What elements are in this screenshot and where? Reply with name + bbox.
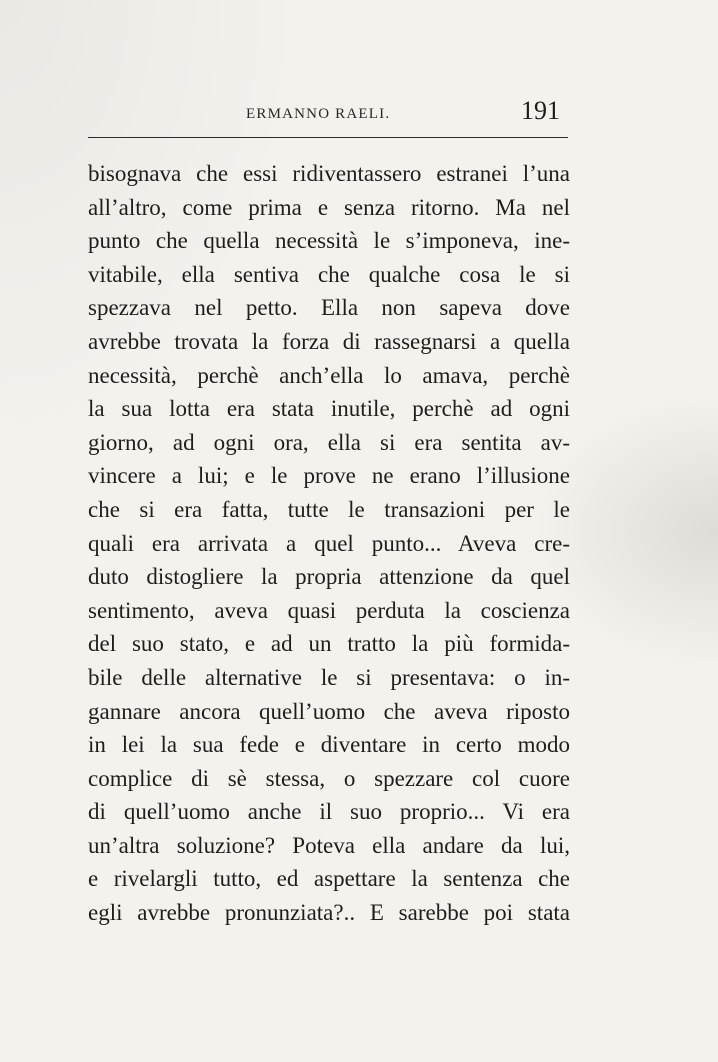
body-text: [88, 157, 570, 930]
text-line: bisognava che essi ridiventassero estranei l’una: [88, 161, 570, 186]
text-line: punto che quella necessità le s’imponeva, ine-: [88, 228, 570, 254]
text-line: avrebbe trovata la forza di rassegnarsi a quella: [88, 328, 570, 354]
text-line: necessità, perchè anch’ella lo amava, perchè: [88, 362, 570, 388]
page-number: 191: [521, 96, 560, 125]
text-line: in lei la sua fede e diventare in certo modo: [88, 732, 570, 758]
text-line: sentimento, aveva quasi perduta la coscienza: [88, 597, 570, 623]
text-line: gannare ancora quell’uomo che aveva riposto: [88, 698, 570, 724]
header-rule: [88, 137, 568, 138]
text-line: del suo stato, e ad un tratto la più formida-: [88, 631, 570, 657]
text-line: giorno, ad ogni ora, ella si era sentita av-: [88, 429, 570, 455]
text-line: un’altra soluzione? Poteva ella andare da lui,: [88, 832, 570, 858]
running-head: [88, 96, 570, 130]
text-line: complice di sè stessa, o spezzare col cuore: [88, 765, 570, 791]
text-line: egli avrebbe pronunziata?.. E sarebbe poi stata: [88, 900, 570, 926]
text-line: bile delle alternative le si presentava: o in-: [88, 664, 570, 690]
running-title: ERMANNO RAELI.: [246, 106, 391, 122]
text-line: all’altro, come prima e senza ritorno. Ma nel: [88, 194, 570, 220]
text-line: quali era arrivata a quel punto... Aveva cre-: [88, 530, 570, 556]
text-line: e rivelargli tutto, ed aspettare la sentenza che: [88, 866, 570, 892]
text-line: vitabile, ella sentiva che qualche cosa le si: [88, 261, 570, 287]
text-line: di quell’uomo anche il suo proprio... Vi era: [88, 799, 570, 825]
text-line: la sua lotta era stata inutile, perchè ad ogni: [88, 396, 570, 422]
text-line: spezzava nel petto. Ella non sapeva dove: [88, 295, 570, 321]
text-line: che si era fatta, tutte le transazioni per le: [88, 496, 570, 522]
text-line: vincere a lui; e le prove ne erano l’illusione: [88, 463, 570, 489]
text-line: duto distogliere la propria attenzione da quel: [88, 564, 570, 590]
